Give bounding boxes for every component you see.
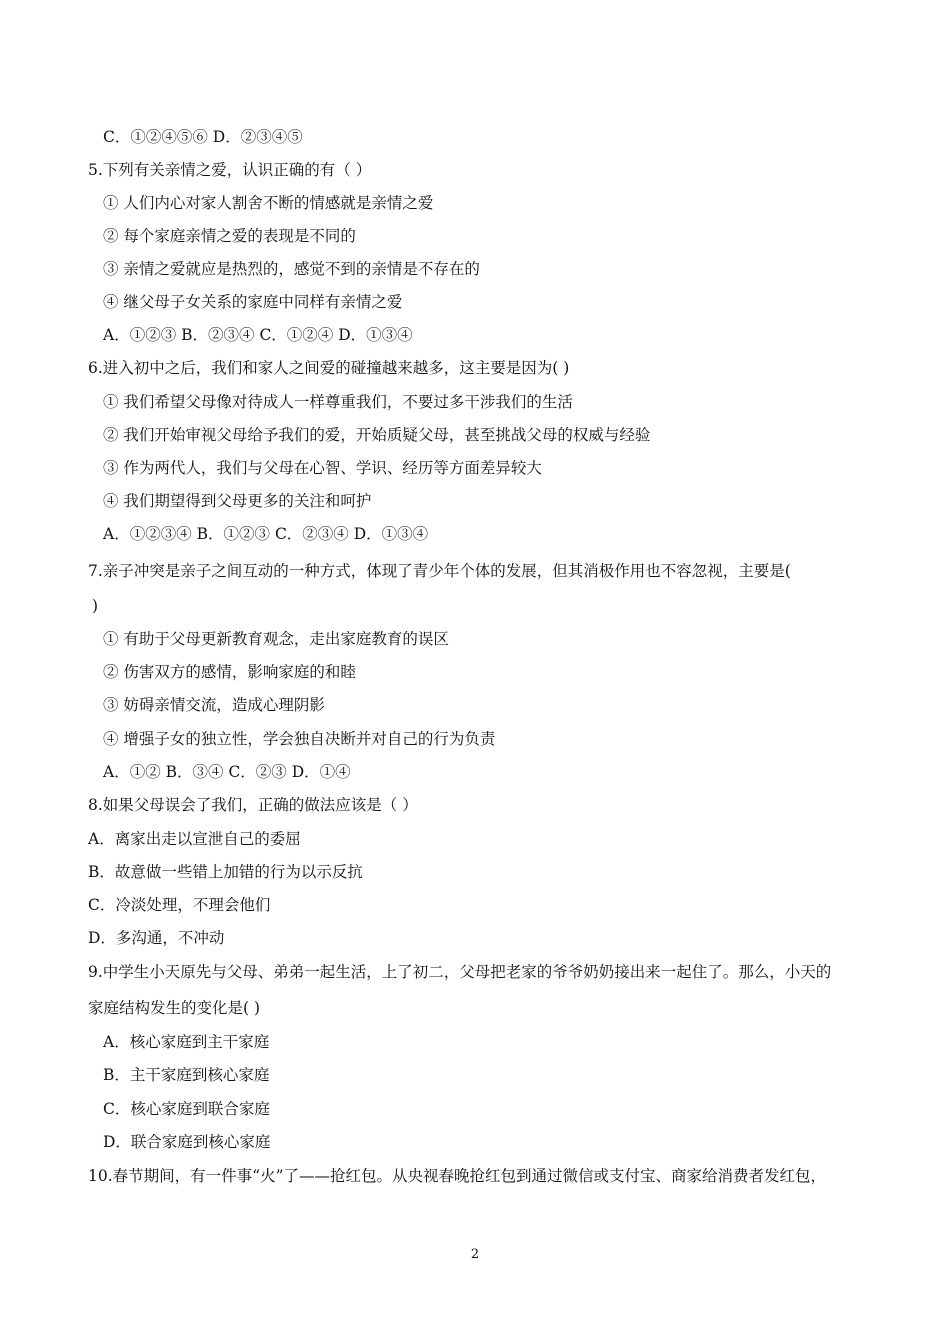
q7-statement-4: ④ 增强子女的独立性，学会独自决断并对自己的行为负责 [103,730,496,748]
q8-option-c: C．冷淡处理，不理会他们 [88,896,271,914]
q5-statement-1: ① 人们内心对家人割舍不断的情感就是亲情之爱 [103,194,434,212]
q9-option-d: D．联合家庭到核心家庭 [103,1133,271,1151]
q8-option-d: D．多沟通，不冲动 [88,929,225,947]
question-8: 8.如果父母误会了我们，正确的做法应该是（ ） [88,796,418,814]
q5-statement-3: ③ 亲情之爱就应是热烈的，感觉不到的亲情是不存在的 [103,260,480,278]
q4-options-cd: C．①②④⑤⑥ D．②③④⑤ [103,128,303,146]
page-number: 2 [470,1247,480,1262]
question-9-continued: 家庭结构发生的变化是( ) [88,999,261,1017]
q6-statement-2: ② 我们开始审视父母给予我们的爱，开始质疑父母，甚至挑战父母的权威与经验 [103,426,651,444]
q7-options: A．①② B．③④ C．②③ D．①④ [103,763,351,781]
q5-options: A．①②③ B．②③④ C．①②④ D．①③④ [103,326,413,344]
q7-statement-2: ② 伤害双方的感情，影响家庭的和睦 [103,663,356,681]
q6-options: A．①②③④ B．①②③ C．②③④ D．①③④ [103,525,429,543]
question-6: 6.进入初中之后，我们和家人之间爱的碰撞越来越多，这主要是因为( ) [88,359,570,377]
q9-option-c: C．核心家庭到联合家庭 [103,1100,270,1118]
q7-statement-3: ③ 妨碍亲情交流，造成心理阴影 [103,696,325,714]
q8-option-a: A．离家出走以宣泄自己的委屈 [88,830,301,848]
q5-statement-4: ④ 继父母子女关系的家庭中同样有亲情之爱 [103,293,403,311]
question-7: 7.亲子冲突是亲子之间互动的一种方式，体现了青少年个体的发展，但其消极作用也不容忽视，主要是( [88,562,791,580]
question-9: 9.中学生小天原先与父母、弟弟一起生活，上了初二，父母把老家的爷爷奶奶接出来一起住了。那么，小天的 [88,963,832,981]
q7-statement-1: ① 有助于父母更新教育观念，走出家庭教育的误区 [103,630,449,648]
question-10: 10.春节期间，有一件事“火”了——抢红包。从央视春晚抢红包到通过微信或支付宝、商家给消费者发红包， [88,1167,827,1185]
q9-option-a: A．核心家庭到主干家庭 [103,1033,270,1051]
q6-statement-4: ④ 我们期望得到父母更多的关注和呵护 [103,492,372,510]
q5-statement-2: ② 每个家庭亲情之爱的表现是不同的 [103,227,356,245]
q6-statement-1: ① 我们希望父母像对待成人一样尊重我们，不要过多干涉我们的生活 [103,393,573,411]
question-7-continued: ) [92,597,99,615]
q8-option-b: B．故意做一些错上加错的行为以示反抗 [88,863,363,881]
q9-option-b: B．主干家庭到核心家庭 [103,1066,270,1084]
q6-statement-3: ③ 作为两代人，我们与父母在心智、学识、经历等方面差异较大 [103,459,542,477]
question-5: 5.下列有关亲情之爱，认识正确的有（ ） [88,161,372,179]
